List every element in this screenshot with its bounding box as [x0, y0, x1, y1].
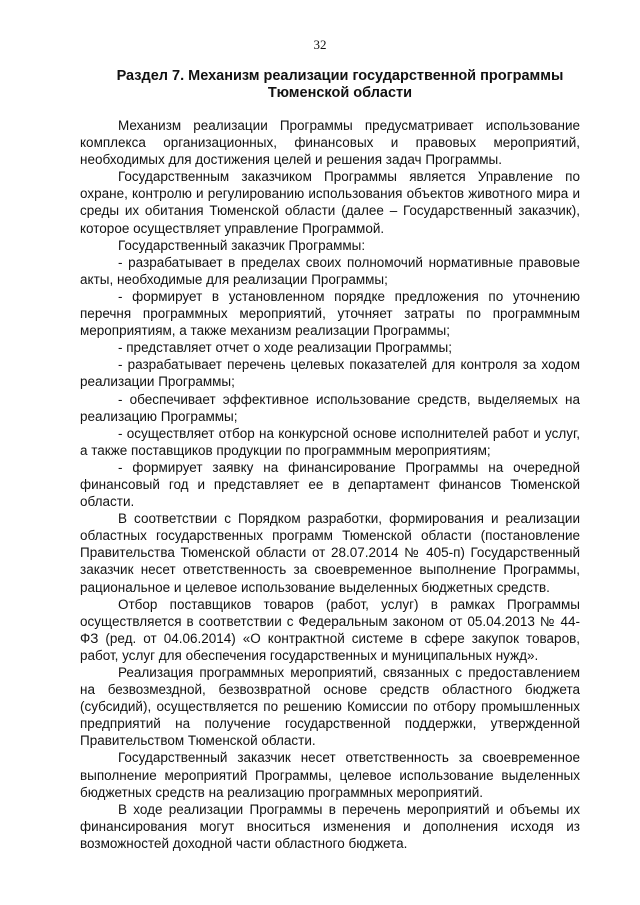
paragraph-suppliers: Отбор поставщиков товаров (работ, услуг) в рамках Программы осуществляется в соответствии с Федеральным законом от 05.04.2013 № 44-ФЗ (ред. от 04.06.2014) «О контрактной системе в сфере закупок товаров, работ, услуг для обеспечения государственных и муниципальных нужд». [80, 596, 580, 663]
list-item-duty: - формирует в установленном порядке предложения по уточнению перечня программных мероприятий, уточняет затраты по программным мероприятиям, а также механизм реализации Программы; [80, 288, 580, 339]
paragraph-changes: В ходе реализации Программы в перечень мероприятий и объемы их финансирования могут вноситься изменения и дополнения исходя из возможностей доходной части областного бюджета. [80, 801, 580, 851]
list-item-duty: - разрабатывает в пределах своих полномочий нормативные правовые акты, необходимые для реализации Программы; [80, 254, 580, 287]
list-item-duty: - представляет отчет о ходе реализации Программы; [118, 340, 452, 356]
list-item-duty: - разрабатывает перечень целевых показателей для контроля за ходом реализации Программы; [80, 357, 580, 390]
list-item-duty: - формирует заявку на финансирование Программы на очередной финансовый год и представляет ее в департамент финансов Тюменской области. [80, 459, 580, 510]
page-number: 32 [313, 37, 327, 52]
section-heading-line-2: Тюменской области [267, 85, 413, 101]
paragraph-subsidies: Реализация программных мероприятий, связанных с предоставлением на безвозмездной, безвозвратной основе средств областного бюджета (субсидий), осуществляется по решению Комиссии по отбору промышленных предприятий на получение государственной поддержки, утвержденной Правительством Тюменской области. [80, 665, 580, 749]
body-text [80, 117, 580, 852]
paragraph-customer: Государственным заказчиком Программы является Управление по охране, контролю и регулированию использования объектов животного мира и среды их обитания Тюменской области (далее – Государственный заказчик), которое осуществляет управление Программой. [80, 169, 580, 236]
paragraph-customer-duties-title: Государственный заказчик Программы: [118, 237, 366, 253]
paragraph-intro: Механизм реализации Программы предусматривает использование комплекса организационных, финансовых и правовых мероприятий, необходимых для достижения целей и решения задач Программы. [80, 118, 580, 168]
section-heading-line-1: Раздел 7. Механизм реализации государственной программы [116, 68, 564, 84]
paragraph-procedure: В соответствии с Порядком разработки, формирования и реализации областных государственных программ Тюменской области (постановление Правительства Тюменской области от 28.07.2014 № 405-п) Государственный заказчик несет ответственность за своевременное выполнение Программы, рациональное и целевое использование выделенных бюджетных средств. [80, 511, 580, 595]
list-item-duty: - осуществляет отбор на конкурсной основе исполнителей работ и услуг, а также поставщиков продукции по программным мероприятиям; [80, 425, 580, 458]
list-item-duty: - обеспечивает эффективное использование средств, выделяемых на реализацию Программы; [80, 391, 580, 424]
section-heading [90, 68, 590, 102]
paragraph-responsibility: Государственный заказчик несет ответственность за своевременное выполнение мероприятий Программы, целевое использование выделенных бюджетных средств на реализацию программных мероприятий. [80, 750, 580, 800]
